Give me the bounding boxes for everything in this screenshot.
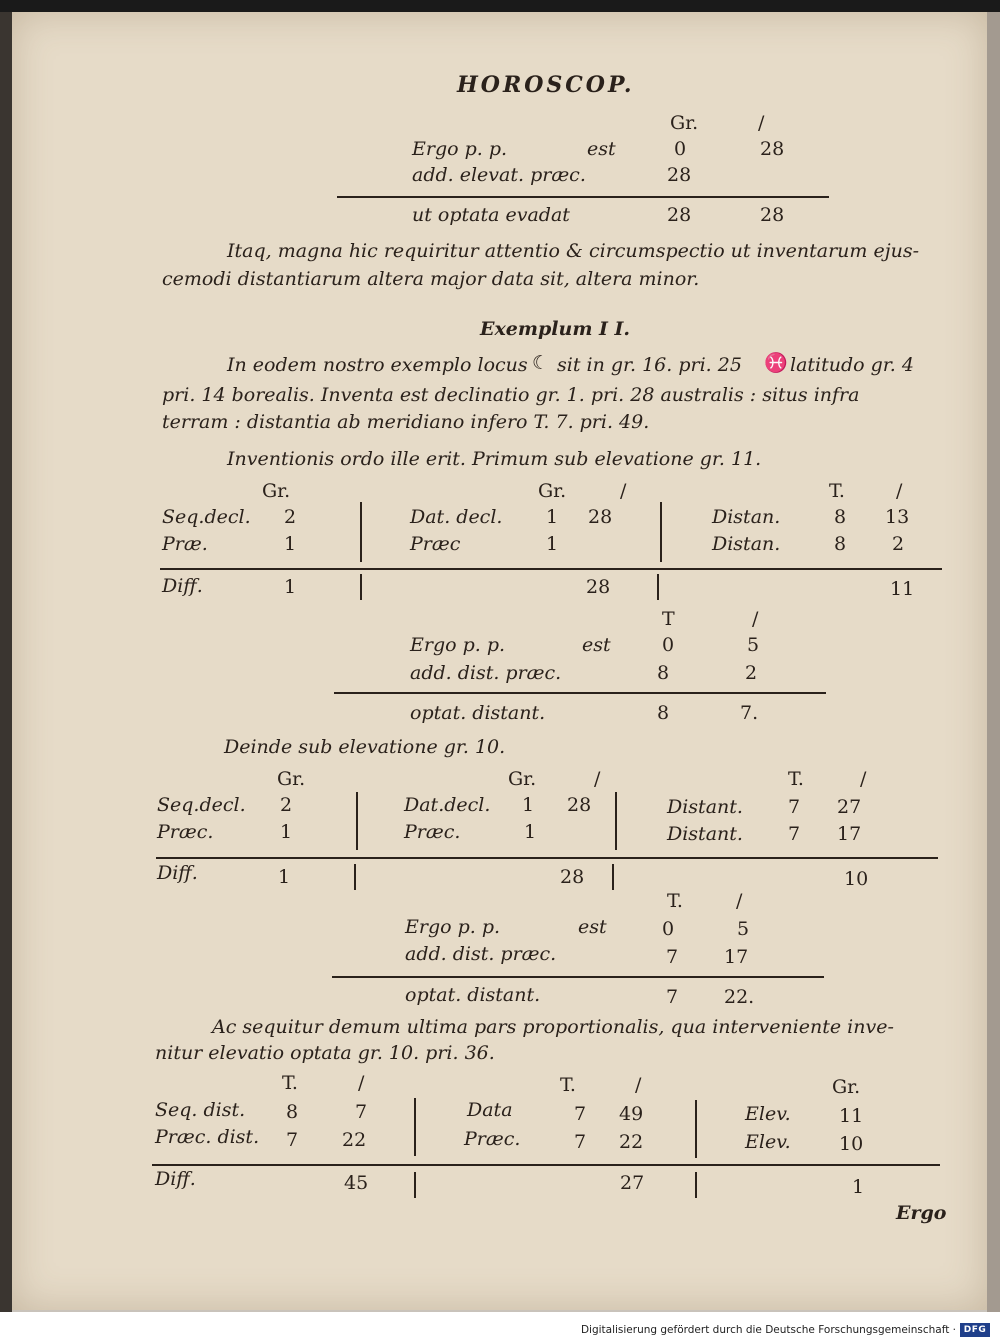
deinde-line: Deinde sub elevatione gr. 10.: [224, 736, 506, 758]
table2-divider-1: [356, 792, 358, 850]
table2-header-gr2: Gr.: [508, 768, 537, 790]
table3-r1-v1a: 8: [286, 1101, 299, 1123]
table1-header-gr2: Gr.: [538, 480, 567, 502]
table1-r2-label1: Præ.: [162, 533, 208, 555]
table2-rule: [156, 857, 938, 859]
block2-header-min: /: [752, 608, 759, 630]
table2-header-t3: T.: [788, 768, 804, 790]
block3-row3-v2: 22.: [724, 986, 755, 1008]
table2-r1-v2a: 1: [522, 794, 535, 816]
dfg-logo-icon[interactable]: DFG: [960, 1323, 990, 1337]
block1-row2-label: add. elevat. præc.: [412, 164, 586, 186]
block2-row2-label: add. dist. præc.: [410, 662, 562, 684]
block3-rule: [332, 976, 824, 978]
table1-r2-v1: 1: [284, 533, 297, 555]
catchword: Ergo: [896, 1202, 947, 1224]
table1-header-gr1: Gr.: [262, 480, 291, 502]
table3-diff-divider-2: [695, 1172, 697, 1198]
table1-diff-v1: 1: [284, 576, 297, 598]
table3-divider-2: [695, 1100, 697, 1158]
table3-r1-v1b: 7: [355, 1101, 368, 1123]
table2-r1-label2: Dat.decl.: [404, 794, 491, 816]
block3-row2-label: add. dist. præc.: [405, 943, 557, 965]
block1-rule: [337, 196, 829, 198]
table2-diff-divider-1: [354, 864, 356, 890]
table1-r2-label3: Distan.: [712, 533, 781, 555]
table2-header-min2: /: [594, 768, 601, 790]
block2-row3-v1: 8: [657, 702, 670, 724]
viewer-top-border: [0, 0, 1000, 12]
table1-rule: [160, 568, 942, 570]
example-line1-b: sit in gr. 16. pri. 25: [557, 354, 742, 376]
table1-r1-label2: Dat. decl.: [410, 506, 503, 528]
table3-rule: [152, 1164, 940, 1166]
scanned-page: [12, 12, 987, 1310]
table3-r1-v2b: 49: [619, 1103, 644, 1125]
table1-diff-divider-1: [360, 574, 362, 600]
table3-header-min2: /: [635, 1074, 642, 1096]
table2-r2-label3: Distant.: [667, 823, 743, 845]
table2-r1-v1: 2: [280, 794, 293, 816]
block3-row1-est: est: [578, 916, 607, 938]
table3-diff-v3: 1: [852, 1176, 865, 1198]
table1-diff-label: Diff.: [162, 575, 203, 597]
table3-r2-label3: Elev.: [745, 1131, 791, 1153]
table1-r1-v3b: 13: [885, 506, 910, 528]
example-heading: Exemplum I I.: [480, 318, 631, 340]
table2-diff-v1: 1: [278, 866, 291, 888]
table3-r2-v1b: 22: [342, 1129, 367, 1151]
pisces-symbol: ♓: [764, 352, 788, 374]
table2-header-gr1: Gr.: [277, 768, 306, 790]
para2-line1: Ac sequitur demum ultima pars proportionalis, qua interveniente inve-: [212, 1016, 894, 1038]
table2-r1-label1: Seq.decl.: [157, 794, 246, 816]
table1-r1-label3: Distan.: [712, 506, 781, 528]
table1-r2-v3b: 2: [892, 533, 905, 555]
block1-row3-v2: 28: [760, 204, 785, 226]
table1-r1-label1: Seq.decl.: [162, 506, 251, 528]
table3-header-gr3: Gr.: [832, 1076, 861, 1098]
table1-r1-v2b: 28: [588, 506, 613, 528]
table3-header-min1: /: [358, 1072, 365, 1094]
table3-divider-1: [414, 1098, 416, 1156]
block1-row1-v2: 28: [760, 138, 785, 160]
table3-r1-v2a: 7: [574, 1103, 587, 1125]
block3-header-t: T.: [667, 890, 683, 912]
table1-divider-1: [360, 502, 362, 562]
block3-row3-label: optat. distant.: [405, 984, 541, 1006]
table2-r2-v3a: 7: [788, 823, 801, 845]
block2-row3-v2: 7.: [740, 702, 759, 724]
table3-r2-v1a: 7: [286, 1129, 299, 1151]
table1-header-min2: /: [620, 480, 627, 502]
block2-row1-est: est: [582, 634, 611, 656]
block1-row3-v1: 28: [667, 204, 692, 226]
table3-r2-label1: Præc. dist.: [155, 1126, 260, 1148]
moon-symbol: ☾: [532, 352, 550, 374]
block1-header-min: /: [758, 112, 765, 134]
example-line1-c: latitudo gr. 4: [790, 354, 914, 376]
table3-diff-v2: 27: [620, 1172, 645, 1194]
block3-row2-v1: 7: [666, 946, 679, 968]
table3-r2-v2b: 22: [619, 1131, 644, 1153]
table1-r1-v3a: 8: [834, 506, 847, 528]
block1-header-gr: Gr.: [670, 112, 699, 134]
table1-diff-divider-2: [657, 574, 659, 600]
block2-row1-label: Ergo p. p.: [410, 634, 506, 656]
table3-diff-label: Diff.: [155, 1168, 196, 1190]
table3-diff-divider-1: [414, 1172, 416, 1198]
block2-header-t: T: [662, 608, 675, 630]
block1-row1-label: Ergo p. p.: [412, 138, 508, 160]
block1-row1-est: est: [587, 138, 616, 160]
table3-header-t1: T.: [282, 1072, 298, 1094]
table2-diff-v3: 10: [844, 868, 869, 890]
table1-diff-v2: 28: [586, 576, 611, 598]
table2-r1-v3a: 7: [788, 796, 801, 818]
block3-row1-v1: 0: [662, 918, 675, 940]
table3-r1-label3: Elev.: [745, 1103, 791, 1125]
para1-line2: cemodi distantiarum altera major data sit, altera minor.: [162, 268, 700, 290]
block1-row2-v1: 28: [667, 164, 692, 186]
book-right-edge: [987, 12, 1000, 1312]
table1-header-min3: /: [896, 480, 903, 502]
block2-row2-v2: 2: [745, 662, 758, 684]
block2-row1-v2: 5: [747, 634, 760, 656]
table1-r2-label2: Præc: [410, 533, 461, 555]
block2-row2-v1: 8: [657, 662, 670, 684]
para2-line2: nitur elevatio optata gr. 10. pri. 36.: [155, 1042, 495, 1064]
example-line4: Inventionis ordo ille erit. Primum sub elevatione gr. 11.: [227, 448, 762, 470]
table3-header-t2: T.: [560, 1074, 576, 1096]
running-header: HOROSCOP.: [457, 72, 635, 98]
table2-r1-v3b: 27: [837, 796, 862, 818]
table1-r1-v2a: 1: [546, 506, 559, 528]
table3-r2-v3: 10: [839, 1133, 864, 1155]
table1-r2-v3a: 8: [834, 533, 847, 555]
table2-diff-label: Diff.: [157, 862, 198, 884]
table2-r2-label1: Præc.: [157, 821, 214, 843]
table2-r2-v2a: 1: [524, 821, 537, 843]
table2-r1-v2b: 28: [567, 794, 592, 816]
table1-r1-v1: 2: [284, 506, 297, 528]
block3-row1-label: Ergo p. p.: [405, 916, 501, 938]
block2-row3-label: optat. distant.: [410, 702, 546, 724]
table3-r1-label1: Seq. dist.: [155, 1099, 246, 1121]
table2-r2-v1: 1: [280, 821, 293, 843]
block3-row2-v2: 17: [724, 946, 749, 968]
table3-diff-v1: 45: [344, 1172, 369, 1194]
table1-divider-2: [660, 502, 662, 562]
table3-r1-v3: 11: [839, 1105, 864, 1127]
para1-line1: Itaq, magna hic requiritur attentio & circumspectio ut inventarum ejus-: [227, 240, 919, 262]
table2-diff-v2: 28: [560, 866, 585, 888]
block3-row3-v1: 7: [666, 986, 679, 1008]
table2-r2-v3b: 17: [837, 823, 862, 845]
block2-row1-v1: 0: [662, 634, 675, 656]
table1-header-t3: T.: [829, 480, 845, 502]
example-line2: pri. 14 borealis. Inventa est declinatio gr. 1. pri. 28 australis : situs infra: [162, 384, 860, 406]
table3-r2-label2: Præc.: [464, 1128, 521, 1150]
table2-r2-label2: Præc.: [404, 821, 461, 843]
example-line3: terram : distantia ab meridiano infero T. 7. pri. 49.: [162, 411, 650, 433]
table2-header-min3: /: [860, 768, 867, 790]
block2-rule: [334, 692, 826, 694]
block3-header-min: /: [736, 890, 743, 912]
block1-row1-v1: 0: [674, 138, 687, 160]
footer-credit-text: Digitalisierung gefördert durch die Deutsche Forschungsgemeinschaft ·: [580, 1324, 956, 1336]
example-line1-a: In eodem nostro exemplo locus: [227, 354, 528, 376]
table3-r2-v2a: 7: [574, 1131, 587, 1153]
table2-r1-label3: Distant.: [667, 796, 743, 818]
table2-divider-2: [615, 792, 617, 850]
table3-r1-label2: Data: [467, 1099, 513, 1121]
table2-diff-divider-2: [612, 864, 614, 890]
book-left-edge: [0, 12, 12, 1312]
block3-row1-v2: 5: [737, 918, 750, 940]
table1-diff-v3: 11: [890, 578, 915, 600]
block1-row3-label: ut optata evadat: [412, 204, 570, 226]
footer-bar: [0, 1312, 1000, 1342]
table1-r2-v2a: 1: [546, 533, 559, 555]
